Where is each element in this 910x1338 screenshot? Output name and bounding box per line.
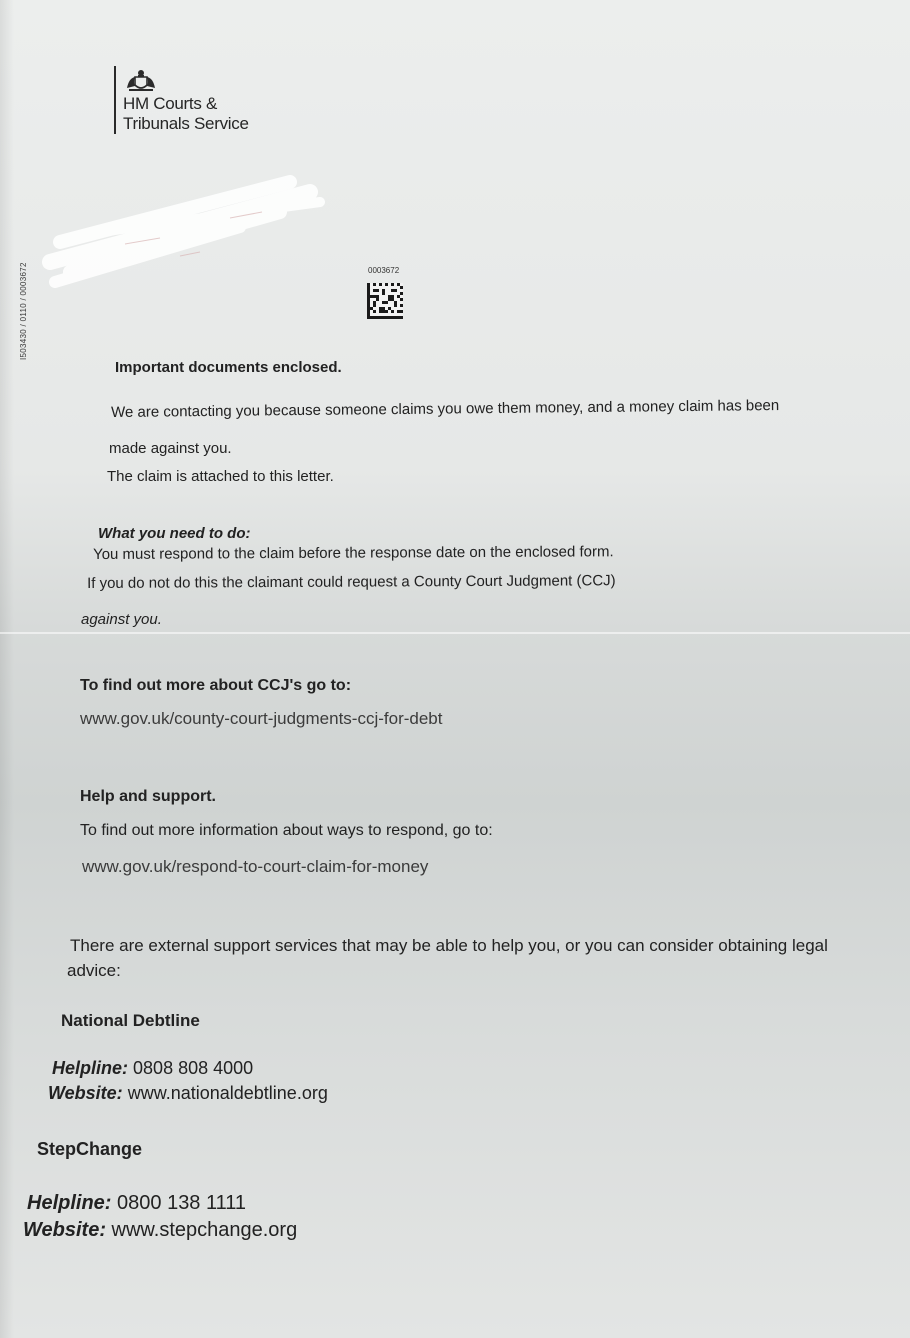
website-link[interactable]: www.nationaldebtline.org [127,1083,328,1103]
todo-line-3: against you. [81,611,162,628]
external-support-line-2: advice: [67,961,121,980]
paper-edge-shadow [0,0,14,1338]
organisation-name-line2: Tribunals Service [123,114,249,133]
todo-line-1: You must respond to the claim before the response date on the enclosed form. [93,543,614,563]
paper-fold-line [0,632,910,634]
service-name: National Debtline [61,1011,200,1030]
helpline-label: Helpline: [27,1192,112,1214]
website-row [48,1083,328,1104]
website-label: Website: [23,1219,106,1241]
reference-number-vertical: I503430 / 0110 / 0003672 [19,262,28,360]
website-link[interactable]: www.stepchange.org [111,1219,298,1241]
website-row [23,1219,297,1242]
intro-line-1: We are contacting you because someone claims you owe them money, and a money claim has been [111,397,780,421]
todo-heading: What you need to do: [98,525,251,542]
helpline-number[interactable]: 0800 138 1111 [117,1192,247,1214]
ccj-info-link[interactable]: www.gov.uk/county-court-judgments-ccj-for-debt [80,709,443,728]
ccj-info-heading: To find out more about CCJ's go to: [80,677,352,694]
helpline-row [27,1192,246,1215]
helpline-number[interactable]: 0808 808 4000 [133,1058,254,1078]
organisation-name [123,94,249,134]
intro-line-2: made against you. [109,440,232,457]
logo-rule [114,66,116,134]
helpline-label: Helpline: [52,1058,129,1078]
organisation-name-line1: HM Courts & [123,94,217,113]
datamatrix-barcode-icon [366,283,404,319]
royal-coat-of-arms-icon [124,68,158,94]
service-name: StepChange [37,1139,143,1159]
redacted-address [40,172,330,292]
todo-line-2: If you do not do this the claimant could request a County Court Judgment (CCJ) [87,572,616,592]
respond-claim-link[interactable]: www.gov.uk/respond-to-court-claim-for-money [82,857,429,876]
helpline-row [52,1058,253,1079]
external-support-line-1: There are external support services that may be able to help you, or you can consider obtaining legal [70,936,828,955]
help-support-text: To find out more information about ways to respond, go to: [80,822,493,839]
website-label: Website: [48,1083,123,1103]
help-support-heading: Help and support. [80,788,216,805]
claim-attached-text: The claim is attached to this letter. [107,468,334,485]
document-code: 0003672 [368,266,400,275]
letter-heading: Important documents enclosed. [115,359,342,376]
